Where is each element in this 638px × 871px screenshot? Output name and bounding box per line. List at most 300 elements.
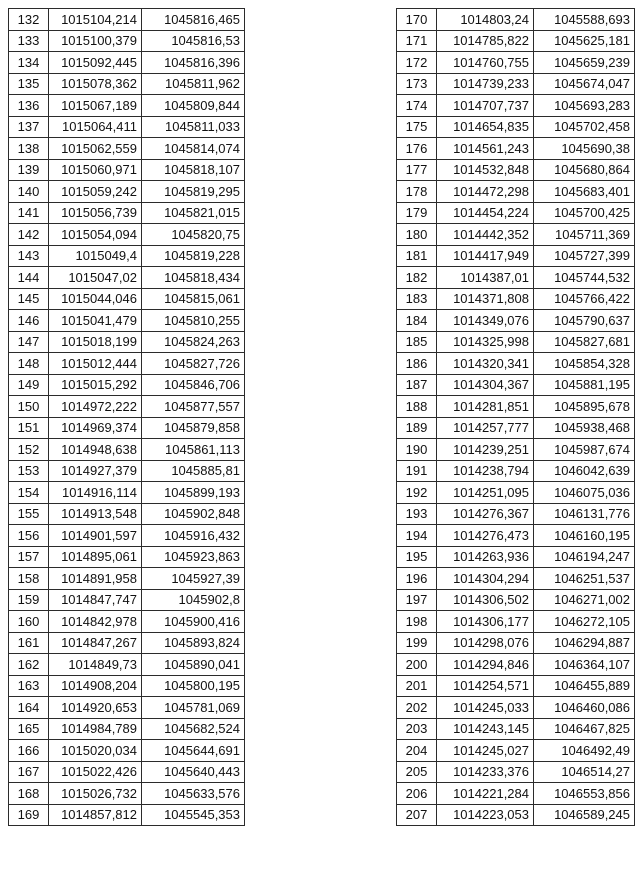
x-coordinate-cell: 1014251,095 — [437, 482, 534, 504]
point-number-cell: 207 — [397, 804, 437, 826]
y-coordinate-cell: 1045818,107 — [142, 159, 245, 181]
y-coordinate-cell: 1046492,49 — [534, 740, 635, 762]
table-row — [397, 632, 635, 654]
x-coordinate-cell: 1014349,076 — [437, 310, 534, 332]
x-coordinate-cell: 1014294,846 — [437, 654, 534, 676]
x-coordinate-cell: 1015049,4 — [49, 245, 142, 267]
point-number-cell: 155 — [9, 503, 49, 525]
x-coordinate-cell: 1014901,597 — [49, 525, 142, 547]
x-coordinate-cell: 1014276,473 — [437, 525, 534, 547]
x-coordinate-cell: 1015064,411 — [49, 116, 142, 138]
table-row — [9, 525, 245, 547]
x-coordinate-cell: 1015012,444 — [49, 353, 142, 375]
table-row — [9, 73, 245, 95]
point-number-cell: 139 — [9, 159, 49, 181]
y-coordinate-cell: 1045818,434 — [142, 267, 245, 289]
table-row — [9, 589, 245, 611]
y-coordinate-cell: 1045674,047 — [534, 73, 635, 95]
x-coordinate-cell: 1014298,076 — [437, 632, 534, 654]
x-coordinate-cell: 1015067,189 — [49, 95, 142, 117]
y-coordinate-cell: 1046194,247 — [534, 546, 635, 568]
y-coordinate-cell: 1046364,107 — [534, 654, 635, 676]
point-number-cell: 189 — [397, 417, 437, 439]
point-number-cell: 134 — [9, 52, 49, 74]
y-coordinate-cell: 1045824,263 — [142, 331, 245, 353]
y-coordinate-cell: 1045987,674 — [534, 439, 635, 461]
y-coordinate-cell: 1045766,422 — [534, 288, 635, 310]
y-coordinate-cell: 1045854,328 — [534, 353, 635, 375]
point-number-cell: 169 — [9, 804, 49, 826]
point-number-cell: 146 — [9, 310, 49, 332]
point-number-cell: 190 — [397, 439, 437, 461]
x-coordinate-cell: 1015078,362 — [49, 73, 142, 95]
point-number-cell: 176 — [397, 138, 437, 160]
x-coordinate-cell: 1014895,061 — [49, 546, 142, 568]
table-row — [397, 353, 635, 375]
y-coordinate-cell: 1045644,691 — [142, 740, 245, 762]
point-number-cell: 149 — [9, 374, 49, 396]
x-coordinate-cell: 1014561,243 — [437, 138, 534, 160]
y-coordinate-cell: 1045923,863 — [142, 546, 245, 568]
table-row — [9, 611, 245, 633]
x-coordinate-cell: 1014891,958 — [49, 568, 142, 590]
point-number-cell: 205 — [397, 761, 437, 783]
point-number-cell: 184 — [397, 310, 437, 332]
y-coordinate-cell: 1045633,576 — [142, 783, 245, 805]
table-row — [9, 632, 245, 654]
x-coordinate-cell: 1014233,376 — [437, 761, 534, 783]
y-coordinate-cell: 1045680,864 — [534, 159, 635, 181]
y-coordinate-cell: 1045790,637 — [534, 310, 635, 332]
point-number-cell: 148 — [9, 353, 49, 375]
point-number-cell: 187 — [397, 374, 437, 396]
table-row — [9, 718, 245, 740]
y-coordinate-cell: 1045811,962 — [142, 73, 245, 95]
y-coordinate-cell: 1046160,195 — [534, 525, 635, 547]
x-coordinate-cell: 1015056,739 — [49, 202, 142, 224]
x-coordinate-cell: 1014245,027 — [437, 740, 534, 762]
point-number-cell: 133 — [9, 30, 49, 52]
table-row — [9, 761, 245, 783]
table-row — [9, 245, 245, 267]
table-row — [397, 95, 635, 117]
table-row — [397, 73, 635, 95]
table-row — [397, 611, 635, 633]
point-number-cell: 180 — [397, 224, 437, 246]
table-row — [397, 224, 635, 246]
y-coordinate-cell: 1045625,181 — [534, 30, 635, 52]
y-coordinate-cell: 1046553,856 — [534, 783, 635, 805]
table-row — [9, 396, 245, 418]
point-number-cell: 203 — [397, 718, 437, 740]
point-number-cell: 140 — [9, 181, 49, 203]
point-number-cell: 198 — [397, 611, 437, 633]
table-row — [397, 267, 635, 289]
point-number-cell: 204 — [397, 740, 437, 762]
y-coordinate-cell: 1045846,706 — [142, 374, 245, 396]
y-coordinate-cell: 1045820,75 — [142, 224, 245, 246]
table-row — [397, 159, 635, 181]
table-row — [9, 675, 245, 697]
table-row — [9, 568, 245, 590]
point-number-cell: 191 — [397, 460, 437, 482]
y-coordinate-cell: 1045727,399 — [534, 245, 635, 267]
table-row — [397, 740, 635, 762]
table-row — [9, 331, 245, 353]
coordinates-table-left — [8, 8, 245, 826]
table-row — [397, 310, 635, 332]
table-row — [9, 224, 245, 246]
point-number-cell: 172 — [397, 52, 437, 74]
x-coordinate-cell: 1014238,794 — [437, 460, 534, 482]
point-number-cell: 170 — [397, 9, 437, 31]
y-coordinate-cell: 1046075,036 — [534, 482, 635, 504]
x-coordinate-cell: 1014304,294 — [437, 568, 534, 590]
table-row — [397, 589, 635, 611]
table-row — [397, 697, 635, 719]
table-row — [397, 439, 635, 461]
table-row — [9, 546, 245, 568]
y-coordinate-cell: 1045816,465 — [142, 9, 245, 31]
x-coordinate-cell: 1014927,379 — [49, 460, 142, 482]
table-row — [9, 116, 245, 138]
x-coordinate-cell: 1015047,02 — [49, 267, 142, 289]
x-coordinate-cell: 1014306,502 — [437, 589, 534, 611]
point-number-cell: 162 — [9, 654, 49, 676]
point-number-cell: 174 — [397, 95, 437, 117]
point-number-cell: 132 — [9, 9, 49, 31]
table-row — [9, 460, 245, 482]
y-coordinate-cell: 1045827,726 — [142, 353, 245, 375]
table-row — [397, 546, 635, 568]
point-number-cell: 163 — [9, 675, 49, 697]
point-number-cell: 151 — [9, 417, 49, 439]
table-row — [9, 353, 245, 375]
point-number-cell: 186 — [397, 353, 437, 375]
y-coordinate-cell: 1046294,887 — [534, 632, 635, 654]
table-row — [397, 675, 635, 697]
point-number-cell: 144 — [9, 267, 49, 289]
y-coordinate-cell: 1045890,041 — [142, 654, 245, 676]
y-coordinate-cell: 1045814,074 — [142, 138, 245, 160]
table-row — [9, 310, 245, 332]
table-row — [9, 181, 245, 203]
x-coordinate-cell: 1015015,292 — [49, 374, 142, 396]
x-coordinate-cell: 1014760,755 — [437, 52, 534, 74]
y-coordinate-cell: 1045881,195 — [534, 374, 635, 396]
point-number-cell: 165 — [9, 718, 49, 740]
x-coordinate-cell: 1014913,548 — [49, 503, 142, 525]
x-coordinate-cell: 1014803,24 — [437, 9, 534, 31]
table-row — [9, 52, 245, 74]
point-number-cell: 147 — [9, 331, 49, 353]
table-row — [9, 30, 245, 52]
y-coordinate-cell: 1045744,532 — [534, 267, 635, 289]
table-row — [397, 202, 635, 224]
x-coordinate-cell: 1014849,73 — [49, 654, 142, 676]
x-coordinate-cell: 1014969,374 — [49, 417, 142, 439]
y-coordinate-cell: 1045902,848 — [142, 503, 245, 525]
y-coordinate-cell: 1045811,033 — [142, 116, 245, 138]
table-row — [397, 804, 635, 826]
y-coordinate-cell: 1045877,557 — [142, 396, 245, 418]
point-number-cell: 192 — [397, 482, 437, 504]
y-coordinate-cell: 1045827,681 — [534, 331, 635, 353]
table-row — [397, 374, 635, 396]
y-coordinate-cell: 1045810,255 — [142, 310, 245, 332]
point-number-cell: 188 — [397, 396, 437, 418]
y-coordinate-cell: 1045588,693 — [534, 9, 635, 31]
table-row — [397, 718, 635, 740]
point-number-cell: 167 — [9, 761, 49, 783]
y-coordinate-cell: 1045800,195 — [142, 675, 245, 697]
x-coordinate-cell: 1014472,298 — [437, 181, 534, 203]
y-coordinate-cell: 1046131,776 — [534, 503, 635, 525]
table-row — [9, 740, 245, 762]
table-row — [9, 783, 245, 805]
table-row — [9, 417, 245, 439]
y-coordinate-cell: 1045899,193 — [142, 482, 245, 504]
x-coordinate-cell: 1014245,033 — [437, 697, 534, 719]
point-number-cell: 197 — [397, 589, 437, 611]
y-coordinate-cell: 1045816,396 — [142, 52, 245, 74]
y-coordinate-cell: 1045683,401 — [534, 181, 635, 203]
table-row — [397, 503, 635, 525]
x-coordinate-cell: 1014847,747 — [49, 589, 142, 611]
y-coordinate-cell: 1045693,283 — [534, 95, 635, 117]
x-coordinate-cell: 1014254,571 — [437, 675, 534, 697]
table-row — [397, 138, 635, 160]
x-coordinate-cell: 1015062,559 — [49, 138, 142, 160]
x-coordinate-cell: 1014306,177 — [437, 611, 534, 633]
point-number-cell: 153 — [9, 460, 49, 482]
x-coordinate-cell: 1015022,426 — [49, 761, 142, 783]
x-coordinate-cell: 1015059,242 — [49, 181, 142, 203]
point-number-cell: 136 — [9, 95, 49, 117]
x-coordinate-cell: 1014654,835 — [437, 116, 534, 138]
x-coordinate-cell: 1014908,204 — [49, 675, 142, 697]
point-number-cell: 141 — [9, 202, 49, 224]
x-coordinate-cell: 1014304,367 — [437, 374, 534, 396]
point-number-cell: 145 — [9, 288, 49, 310]
x-coordinate-cell: 1014276,367 — [437, 503, 534, 525]
y-coordinate-cell: 1045927,39 — [142, 568, 245, 590]
x-coordinate-cell: 1015018,199 — [49, 331, 142, 353]
point-number-cell: 142 — [9, 224, 49, 246]
point-number-cell: 200 — [397, 654, 437, 676]
x-coordinate-cell: 1014948,638 — [49, 439, 142, 461]
table-row — [9, 267, 245, 289]
y-coordinate-cell: 1045815,061 — [142, 288, 245, 310]
y-coordinate-cell: 1046271,002 — [534, 589, 635, 611]
point-number-cell: 181 — [397, 245, 437, 267]
x-coordinate-cell: 1014257,777 — [437, 417, 534, 439]
point-number-cell: 194 — [397, 525, 437, 547]
y-coordinate-cell: 1045700,425 — [534, 202, 635, 224]
y-coordinate-cell: 1045711,369 — [534, 224, 635, 246]
x-coordinate-cell: 1015020,034 — [49, 740, 142, 762]
point-number-cell: 160 — [9, 611, 49, 633]
table-row — [397, 116, 635, 138]
table-row — [397, 288, 635, 310]
x-coordinate-cell: 1015104,214 — [49, 9, 142, 31]
x-coordinate-cell: 1014707,737 — [437, 95, 534, 117]
table-row — [9, 95, 245, 117]
y-coordinate-cell: 1045938,468 — [534, 417, 635, 439]
y-coordinate-cell: 1046467,825 — [534, 718, 635, 740]
point-number-cell: 199 — [397, 632, 437, 654]
table-row — [9, 482, 245, 504]
y-coordinate-cell: 1046042,639 — [534, 460, 635, 482]
y-coordinate-cell: 1045682,524 — [142, 718, 245, 740]
y-coordinate-cell: 1045879,858 — [142, 417, 245, 439]
point-number-cell: 157 — [9, 546, 49, 568]
y-coordinate-cell: 1045819,228 — [142, 245, 245, 267]
table-row — [397, 761, 635, 783]
table-row — [397, 181, 635, 203]
point-number-cell: 201 — [397, 675, 437, 697]
y-coordinate-cell: 1045885,81 — [142, 460, 245, 482]
point-number-cell: 175 — [397, 116, 437, 138]
x-coordinate-cell: 1014454,224 — [437, 202, 534, 224]
point-number-cell: 193 — [397, 503, 437, 525]
x-coordinate-cell: 1014984,789 — [49, 718, 142, 740]
point-number-cell: 177 — [397, 159, 437, 181]
x-coordinate-cell: 1015092,445 — [49, 52, 142, 74]
table-row — [397, 568, 635, 590]
x-coordinate-cell: 1014417,949 — [437, 245, 534, 267]
table-row — [9, 138, 245, 160]
x-coordinate-cell: 1015041,479 — [49, 310, 142, 332]
x-coordinate-cell: 1014263,936 — [437, 546, 534, 568]
x-coordinate-cell: 1014532,848 — [437, 159, 534, 181]
x-coordinate-cell: 1015026,732 — [49, 783, 142, 805]
table-row — [9, 439, 245, 461]
point-number-cell: 168 — [9, 783, 49, 805]
point-number-cell: 156 — [9, 525, 49, 547]
x-coordinate-cell: 1014785,822 — [437, 30, 534, 52]
x-coordinate-cell: 1014320,341 — [437, 353, 534, 375]
point-number-cell: 150 — [9, 396, 49, 418]
y-coordinate-cell: 1046455,889 — [534, 675, 635, 697]
y-coordinate-cell: 1045702,458 — [534, 116, 635, 138]
table-row — [9, 374, 245, 396]
point-number-cell: 178 — [397, 181, 437, 203]
point-number-cell: 182 — [397, 267, 437, 289]
point-number-cell: 171 — [397, 30, 437, 52]
table-row — [397, 30, 635, 52]
x-coordinate-cell: 1014842,978 — [49, 611, 142, 633]
y-coordinate-cell: 1045861,113 — [142, 439, 245, 461]
y-coordinate-cell: 1045902,8 — [142, 589, 245, 611]
x-coordinate-cell: 1014857,812 — [49, 804, 142, 826]
table-row — [397, 783, 635, 805]
x-coordinate-cell: 1015060,971 — [49, 159, 142, 181]
x-coordinate-cell: 1014325,998 — [437, 331, 534, 353]
x-coordinate-cell: 1015044,046 — [49, 288, 142, 310]
x-coordinate-cell: 1015100,379 — [49, 30, 142, 52]
y-coordinate-cell: 1045690,38 — [534, 138, 635, 160]
point-number-cell: 161 — [9, 632, 49, 654]
table-row — [397, 525, 635, 547]
table-row — [397, 396, 635, 418]
table-row — [397, 482, 635, 504]
point-number-cell: 135 — [9, 73, 49, 95]
table-row — [9, 654, 245, 676]
table-row — [397, 417, 635, 439]
x-coordinate-cell: 1014972,222 — [49, 396, 142, 418]
y-coordinate-cell: 1046514,27 — [534, 761, 635, 783]
point-number-cell: 159 — [9, 589, 49, 611]
y-coordinate-cell: 1045640,443 — [142, 761, 245, 783]
y-coordinate-cell: 1045781,069 — [142, 697, 245, 719]
point-number-cell: 138 — [9, 138, 49, 160]
table-row — [9, 288, 245, 310]
x-coordinate-cell: 1014916,114 — [49, 482, 142, 504]
point-number-cell: 179 — [397, 202, 437, 224]
point-number-cell: 143 — [9, 245, 49, 267]
x-coordinate-cell: 1015054,094 — [49, 224, 142, 246]
point-number-cell: 206 — [397, 783, 437, 805]
y-coordinate-cell: 1046272,105 — [534, 611, 635, 633]
y-coordinate-cell: 1046251,537 — [534, 568, 635, 590]
point-number-cell: 164 — [9, 697, 49, 719]
y-coordinate-cell: 1045916,432 — [142, 525, 245, 547]
table-row — [397, 654, 635, 676]
y-coordinate-cell: 1046589,245 — [534, 804, 635, 826]
point-number-cell: 202 — [397, 697, 437, 719]
point-number-cell: 137 — [9, 116, 49, 138]
table-row — [9, 202, 245, 224]
point-number-cell: 152 — [9, 439, 49, 461]
x-coordinate-cell: 1014920,653 — [49, 697, 142, 719]
table-row — [9, 804, 245, 826]
point-number-cell: 196 — [397, 568, 437, 590]
y-coordinate-cell: 1045819,295 — [142, 181, 245, 203]
table-row — [9, 697, 245, 719]
table-row — [9, 9, 245, 31]
y-coordinate-cell: 1045816,53 — [142, 30, 245, 52]
y-coordinate-cell: 1045893,824 — [142, 632, 245, 654]
point-number-cell: 166 — [9, 740, 49, 762]
point-number-cell: 173 — [397, 73, 437, 95]
y-coordinate-cell: 1045900,416 — [142, 611, 245, 633]
table-row — [397, 245, 635, 267]
x-coordinate-cell: 1014239,251 — [437, 439, 534, 461]
y-coordinate-cell: 1045545,353 — [142, 804, 245, 826]
x-coordinate-cell: 1014847,267 — [49, 632, 142, 654]
y-coordinate-cell: 1045821,015 — [142, 202, 245, 224]
y-coordinate-cell: 1045659,239 — [534, 52, 635, 74]
y-coordinate-cell: 1045809,844 — [142, 95, 245, 117]
coordinates-table-right — [396, 8, 635, 826]
point-number-cell: 195 — [397, 546, 437, 568]
point-number-cell: 158 — [9, 568, 49, 590]
table-row — [9, 503, 245, 525]
point-number-cell: 183 — [397, 288, 437, 310]
table-row — [397, 460, 635, 482]
x-coordinate-cell: 1014739,233 — [437, 73, 534, 95]
point-number-cell: 154 — [9, 482, 49, 504]
x-coordinate-cell: 1014281,851 — [437, 396, 534, 418]
y-coordinate-cell: 1046460,086 — [534, 697, 635, 719]
x-coordinate-cell: 1014442,352 — [437, 224, 534, 246]
table-row — [397, 52, 635, 74]
x-coordinate-cell: 1014221,284 — [437, 783, 534, 805]
y-coordinate-cell: 1045895,678 — [534, 396, 635, 418]
x-coordinate-cell: 1014243,145 — [437, 718, 534, 740]
x-coordinate-cell: 1014371,808 — [437, 288, 534, 310]
